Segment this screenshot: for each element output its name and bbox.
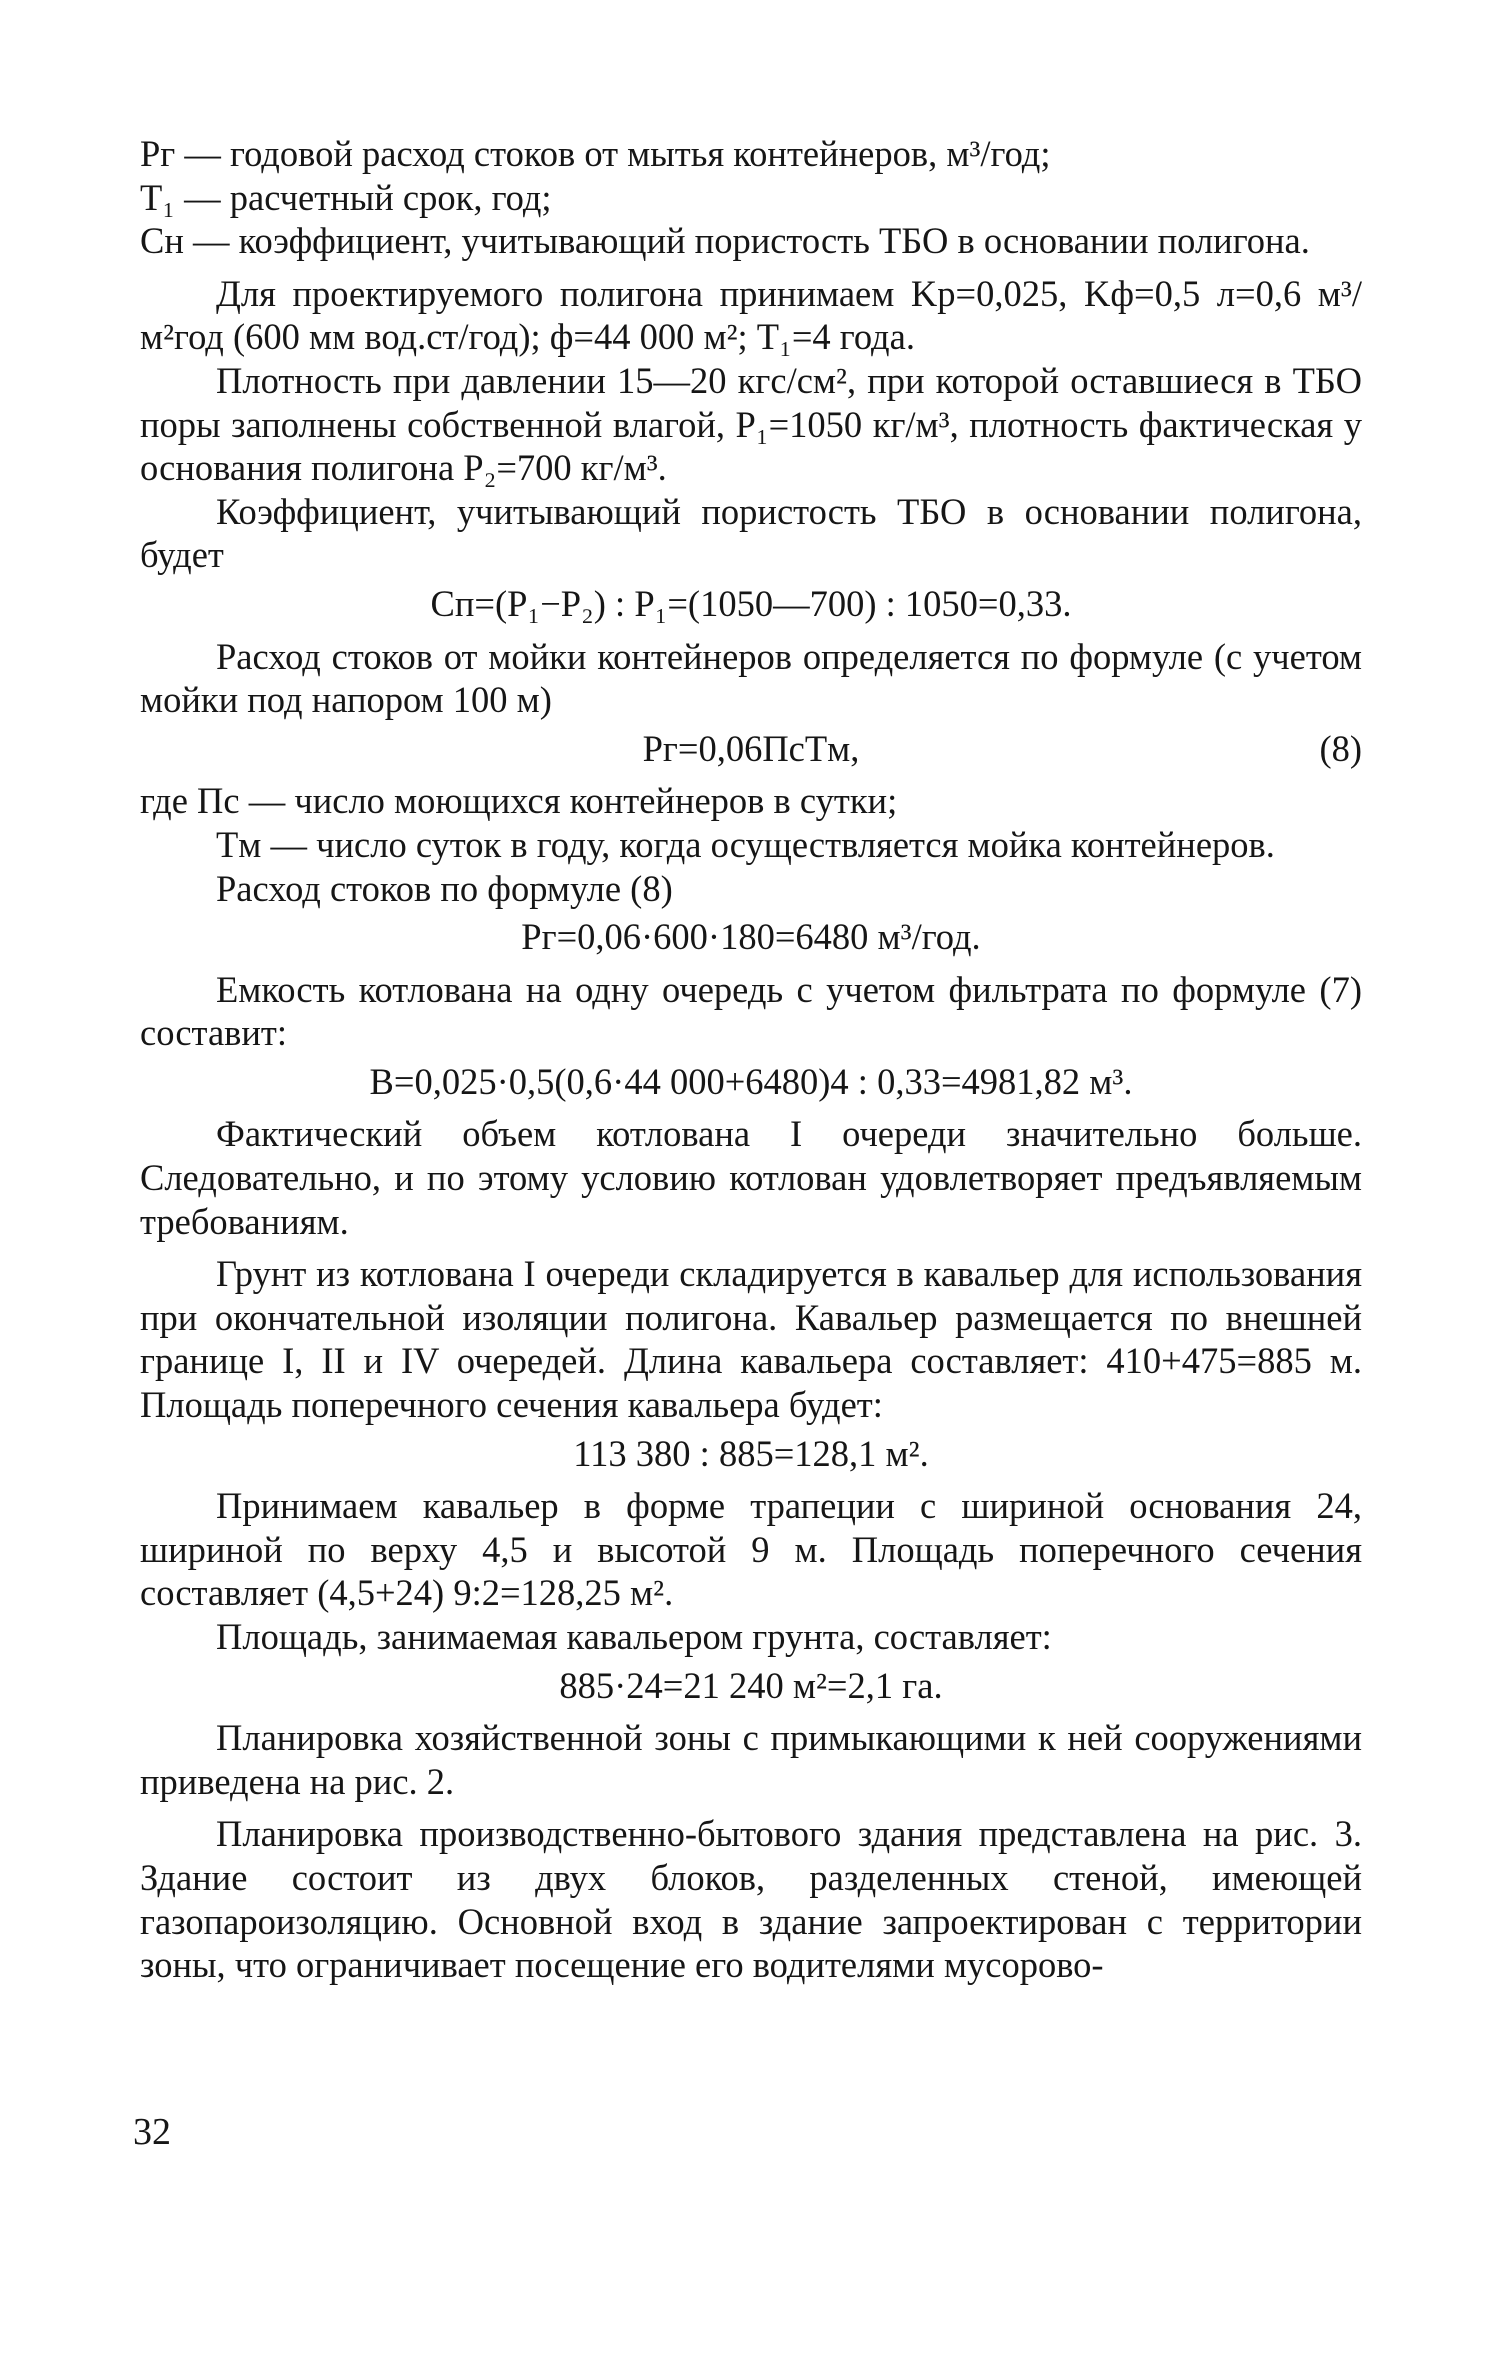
paragraph-porosity-intro: Коэффициент, учитывающий пористость ТБО в основании полигона, будет: [140, 490, 1362, 576]
formula-runoff-expression: Pг=0,06ПсTм,: [642, 727, 860, 769]
formula-pit-capacity: B=0,025·0,5(0,6·44 000+6480)4 : 0,33=4981,82 м³.: [369, 1060, 1133, 1102]
equation-number: (8): [1319, 727, 1362, 769]
where-clause-tm: Tм — число суток в году, когда осуществляется мойка контейнеров.: [216, 823, 1275, 865]
paragraph-pit-capacity: Емкость котлована на одну очередь с учетом фильтрата по формуле (7) составит:: [140, 968, 1362, 1054]
paragraph-actual-volume: Фактический объем котлована I очереди значительно больше. Следовательно, и по этому условию котлован удовлетворяет предъявляемым требованиям.: [140, 1113, 1362, 1242]
paragraph-density: Плотность при давлении 15—20 кгс/см², при которой оставшиеся в ТБО поры заполнены собственной влагой, P₁=1050 кг/м³, плотность фактическая у основания полигона P₂=700 кг/м³.: [140, 359, 1362, 489]
page-number: 32: [133, 2111, 171, 2153]
formula-runoff-value: Pг=0,06·600·180=6480 м³/год.: [521, 916, 981, 958]
paragraph-accepted-values: Для проектируемого полигона принимаем Kр=0,025, Kф=0,5 л=0,6 м³/м²год (600 мм вод.ст/год); ф=44 000 м²; T₁=4 года.: [140, 272, 1362, 358]
definition-t1: T₁ — расчетный срок, год;: [140, 176, 552, 218]
where-clause: где Пс — число моющихся контейнеров в сутки;: [140, 780, 898, 822]
formula-cross-section: 113 380 : 885=128,1 м².: [573, 1432, 929, 1474]
paragraph-runoff-intro: Расход стоков от мойки контейнеров определяется по формуле (с учетом мойки под напором 100 м): [140, 635, 1362, 721]
paragraph-zone-layout: Планировка хозяйственной зоны с примыкающими к ней сооружениями приведена на рис. 2.: [140, 1717, 1362, 1802]
paragraph-trapezoid: Принимаем кавальер в форме трапеции с шириной основания 24, шириной по верху 4,5 и высотой 9 м. Площадь поперечного сечения составляет (4,5+24) 9:2=128,25 м².: [140, 1485, 1362, 1614]
page-body: [140, 132, 1362, 1987]
definition-pg: Pг — годовой расход стоков от мытья контейнеров, м³/год;: [140, 133, 1051, 174]
paragraph-soil-storage: Грунт из котлована I очереди складируется в кавальер для использования при окончательной изоляции полигона. Кавальер размещается по внешней границе I, II и IV очередей. Длина кавальера составляет: 410+475=885 м. Площадь поперечного сечения кавальера будет:: [140, 1253, 1362, 1426]
paragraph-building-layout: Планировка производственно-бытового здания представлена на рис. 3. Здание состоит из двух блоков, разделенных стеной, имеющей газопароизоляцию. Основной вход в здание запроектирован с территории зоны, что ограничивает посещение его водителями мусорово-: [140, 1813, 1362, 1986]
formula-runoff-general: [140, 727, 1362, 771]
paragraph-area-intro: Площадь, занимаемая кавальером грунта, составляет:: [216, 1616, 1052, 1657]
formula-area: 885·24=21 240 м²=2,1 га.: [559, 1664, 943, 1706]
paragraph-runoff-calc: Расход стоков по формуле (8): [216, 867, 673, 909]
formula-porosity: Cп=(P₁−P₂) : P₁=(1050—700) : 1050=0,33.: [430, 582, 1072, 624]
definition-cn: Cн — коэффициент, учитывающий пористость ТБО в основании полигона.: [140, 220, 1310, 262]
